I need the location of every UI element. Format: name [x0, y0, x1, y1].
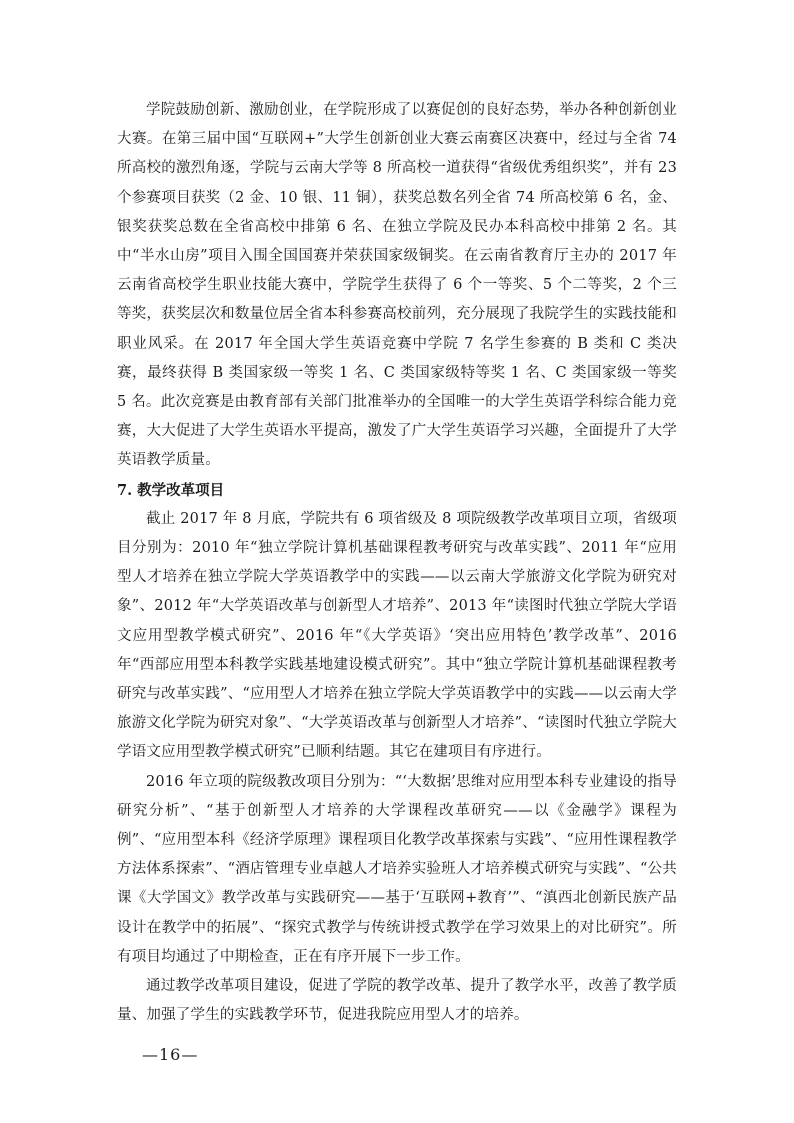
paragraph-college-projects: 2016 年立项的院级教改项目分别为：“‘大数据’思维对应用型本科专业建设的指导研究分析”、“基于创新型人才培养的大学课程改革研究——以《金融学》课程为例”、“应用型本科《经济学原理》课程项目化教学改革探索与实践”、“应用性课程教学方法体系探索”、“酒店管理专业卓越人才培养实验班人才培养模式研究与实践”、“公共课《大学国文》教学改革与实践研究——基于‘互联网+教育’”、“滇西北创新民族产品设计在教学中的拓展”、“探究式教学与传统讲授式教学在学习效果上的对比研究”。所有项目均通过了中期检查，正在有序开展下一步工作。: [117, 773, 677, 965]
section-heading-teaching-reform: 7. 教学改革项目: [117, 481, 225, 499]
paragraph-innovation-competitions: 学院鼓励创新、激励创业，在学院形成了以赛促创的良好态势，举办各种创新创业大赛。在第三届中国“互联网+”大学生创新创业大赛云南赛区决赛中，经过与全省 74 所高校的激烈角逐，学院与云南大学等 8 所高校一道获得“省级优秀组织奖”，并有 23 个参赛项目获奖（2 金、10 银、11 铜），获奖总数名列全省 74 所高校第 6 名，金、银奖获奖总数在全省高校中排第 6 名、在独立学院及民办本科高校中排第 2 名。其中“半水山房”项目入围全国国赛并荣获国家级铜奖。在云南省教育厅主办的 2017 年云南省高校学生职业技能大赛中，学院学生获得了 6 个一等奖、5 个二等奖，2 个三等奖，获奖层次和数量位居全省本科参赛高校前列，充分展现了我院学生的实践技能和职业风采。在 2017 年全国大学生英语竞赛中学院 7 名学生参赛的 B 类和 C 类决赛，最终获得 B 类国家级一等奖 1 名、C 类国家级特等奖 1 名、C 类国家级一等奖 5 名。此次竞赛是由教育部有关部门批准举办的全国唯一的大学生英语学科综合能力竞赛，大大促进了大学生英语水平提高，激发了广大学生英语学习兴趣，全面提升了大学英语教学质量。: [117, 102, 677, 469]
document-body: [117, 96, 677, 1031]
paragraph-provincial-projects: 截止 2017 年 8 月底，学院共有 6 项省级及 8 项院级教学改革项目立项，省级项目分别为：2010 年“独立学院计算机基础课程教考研究与改革实践”、2011 年“应用型人才培养在独立学院大学英语教学中的实践——以云南大学旅游文化学院为研究对象”、2012 年“大学英语改革与创新型人才培养”、2013 年“读图时代独立学院大学语文应用型教学模式研究”、2016 年“《大学英语》‘突出应用特色’教学改革”、2016 年“西部应用型本科教学实践基地建设模式研究”。其中“独立学院计算机基础课程教考研究与改革实践”、“应用型人才培养在独立学院大学英语教学中的实践——以云南大学旅游文化学院为研究对象”、“大学英语改革与创新型人才培养”、“读图时代独立学院大学语文应用型教学模式研究”已顺利结题。其它在建项目有序进行。: [117, 510, 677, 761]
page-number: —16—: [142, 1045, 199, 1064]
paragraph-conclusion: 通过教学改革项目建设，促进了学院的教学改革、提升了教学水平，改善了教学质量、加强了学生的实践教学环节，促进我院应用型人才的培养。: [117, 978, 677, 1024]
